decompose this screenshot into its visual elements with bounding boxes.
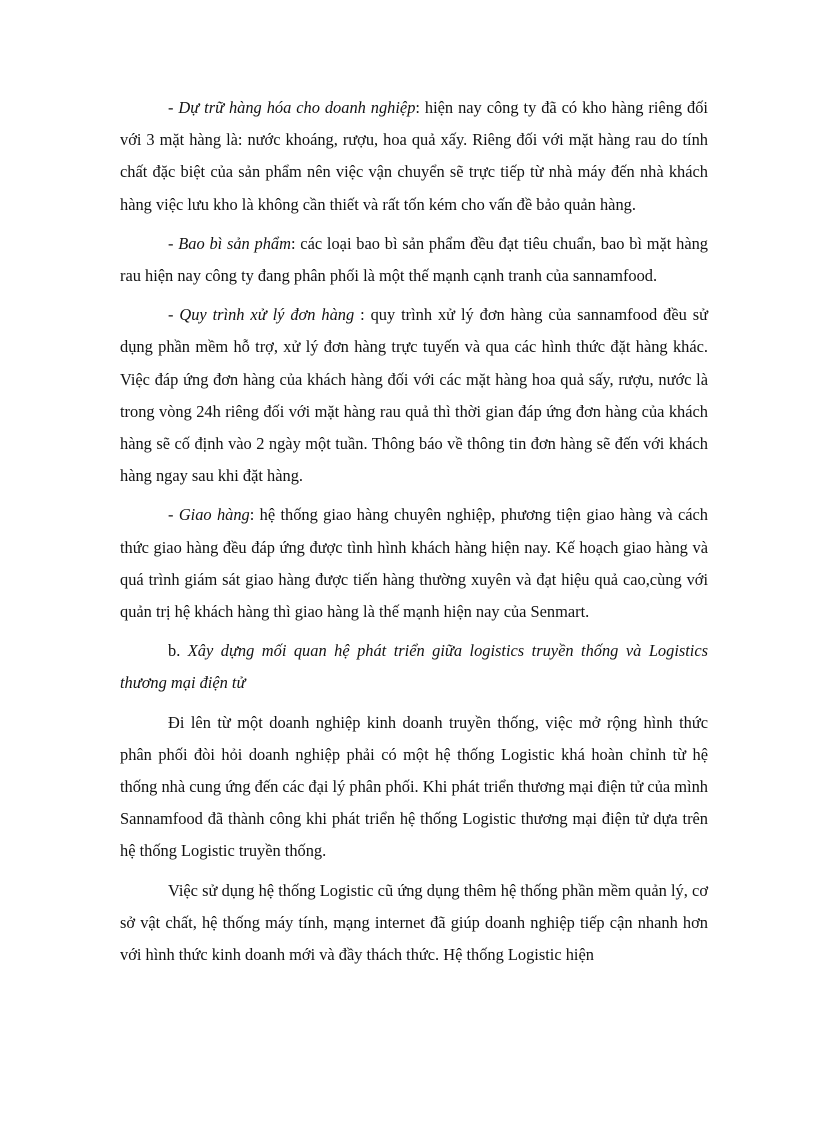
document-page xyxy=(120,92,708,978)
paragraph-order-processing-text: : quy trình xử lý đơn hàng của sannamfood đều sử dụng phần mềm hỗ trợ, xử lý đơn hàng trực tuyến và qua các hình thức đặt hàng khác. Việc đáp ứng đơn hàng của khách hàng đối với các mặt hàng hoa quả sấy, rượu, nước là trong vòng 24h riêng đối với mặt hàng rau quả thì thời gian đáp ứng đơn hàng của khách hàng sẽ cố định vào 2 ngày một tuần. Thông báo về thông tin đơn hàng sẽ đến với khách hàng ngay sau khi đặt hàng. xyxy=(120,305,708,486)
term-inventory: Dự trữ hàng hóa cho doanh nghiệp xyxy=(178,98,416,117)
paragraph-inventory xyxy=(120,92,708,221)
bullet-dash: - xyxy=(168,233,179,253)
paragraph-packaging xyxy=(120,228,708,292)
term-order-processing: Quy trình xử lý đơn hàng xyxy=(179,305,355,325)
bullet-dash: - xyxy=(168,98,179,117)
paragraph-inventory-text: : hiện nay công ty đã có kho hàng riêng đối với 3 mặt hàng là: nước khoáng, rượu, hoa quả xấy. Riêng đối với mặt hàng rau do tính chất đặc biệt của sản phẩm nên việc vận chuyển sẽ trực tiếp từ nhà máy đến nhà khách hàng việc lưu kho là không cần thiết và rất tốn kém cho vấn đề bảo quản hàng. xyxy=(120,98,708,214)
paragraph-order-processing xyxy=(120,299,708,492)
section-heading-prefix: b. xyxy=(168,641,188,661)
paragraph-delivery-text: : hệ thống giao hàng chuyên nghiệp, phương tiện giao hàng và cách thức giao hàng đều đáp ứng được tình hình khách hàng hiện nay. Kế hoạch giao hàng và quá trình giám sát giao hàng được tiến hàng thường xuyên và đạt hiệu quả cao,cùng với quản trị hệ khách hàng thì giao hàng là thế mạnh hiện nay của Senmart. xyxy=(120,505,708,622)
term-delivery: Giao hàng xyxy=(178,505,250,525)
section-heading-title: Xây dựng mối quan hệ phát triển giữa logistics truyền thống và Logistics thương mại điện tử xyxy=(120,641,709,693)
bullet-dash: - xyxy=(168,305,180,325)
bullet-dash: - xyxy=(168,505,179,525)
paragraph-body-1: Đi lên từ một doanh nghiệp kinh doanh truyền thống, việc mở rộng hình thức phân phối đòi hỏi doanh nghiệp phải có một hệ thống Logistic khá hoàn chỉnh từ hệ thống nhà cung ứng đến các đại lý phân phối. Khi phát triển thương mại điện tử của mình Sannamfood đã thành công khi phát triển hệ thống Logistic thương mại điện tử dựa trên hệ thống Logistic truyền thống. xyxy=(120,712,708,861)
section-heading xyxy=(120,635,708,699)
paragraph-delivery xyxy=(120,499,708,628)
paragraph-body-2: Việc sử dụng hệ thống Logistic cũ ứng dụng thêm hệ thống phần mềm quản lý, cơ sở vật chất, hệ thống máy tính, mạng internet đã giúp doanh nghiệp tiếp cận nhanh hơn với hình thức kinh doanh mới và đầy thách thức. Hệ thống Logistic hiện xyxy=(120,880,708,965)
term-packaging: Bao bì sản phẩm xyxy=(178,233,291,253)
paragraph-packaging-text: : các loại bao bì sản phẩm đều đạt tiêu chuẩn, bao bì mặt hàng rau hiện nay công ty đang phân phối là một thế mạnh cạnh tranh của sannamfood. xyxy=(120,233,708,286)
